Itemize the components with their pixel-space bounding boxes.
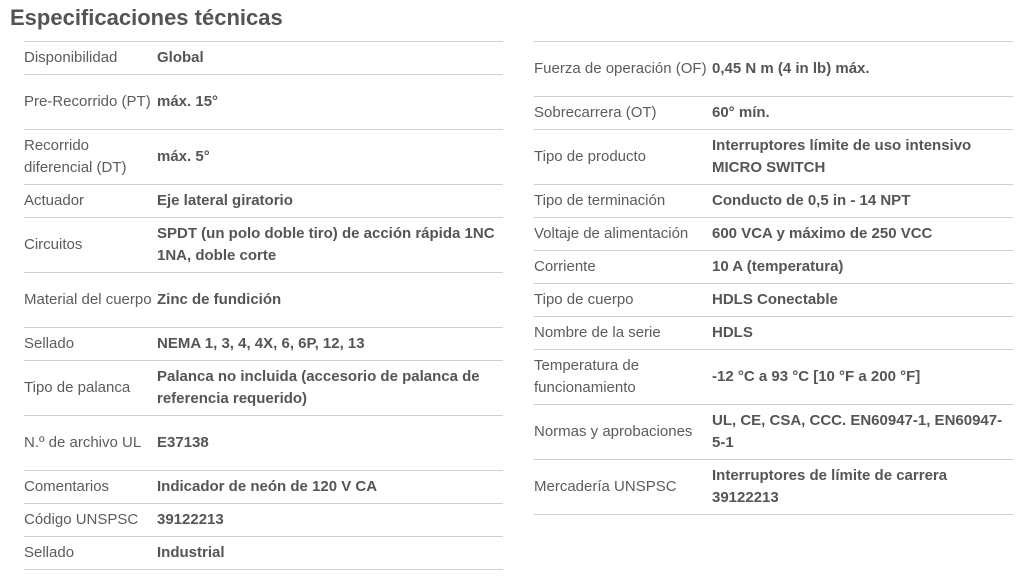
spec-label: Tipo de producto: [534, 148, 647, 165]
spec-row-temperatura: [534, 350, 1013, 405]
spec-label: Tipo de palanca: [24, 379, 131, 396]
spec-value: SPDT (un polo doble tiro) de acción rápida 1NC 1NA, doble corte: [157, 225, 495, 264]
spec-label: Sellado: [24, 335, 75, 352]
spec-value: Zinc de fundición: [157, 291, 282, 308]
spec-row-pre-recorrido: [24, 75, 503, 130]
spec-value: UL, CE, CSA, CCC. EN60947-1, EN60947-5-1: [712, 412, 1003, 451]
spec-row-tipo-terminacion: [534, 185, 1013, 218]
spec-value: HDLS: [712, 324, 753, 341]
spec-label: Temperatura de funcionamiento: [534, 357, 640, 396]
spec-label: N.º de archivo UL: [24, 434, 142, 451]
spec-value: Interruptores límite de uso intensivo MICRO SWITCH: [712, 137, 972, 176]
spec-row-voltaje: [534, 218, 1013, 251]
spec-value: Industrial: [157, 544, 225, 561]
spec-label: Sobrecarrera (OT): [534, 104, 657, 121]
spec-row-tipo-producto: [534, 130, 1013, 185]
section-title: Especificaciones técnicas: [10, 5, 283, 30]
spec-row-tipo-palanca: [24, 361, 503, 416]
specs-left-column: [24, 41, 503, 570]
spec-label: Disponibilidad: [24, 49, 118, 66]
spec-label: Normas y aprobaciones: [534, 423, 693, 440]
spec-value: 10 A (temperatura): [712, 258, 844, 275]
spec-label: Sellado: [24, 544, 75, 561]
spec-row-corriente: [534, 251, 1013, 284]
spec-label: Corriente: [534, 258, 596, 275]
spec-value: -12 °C a 93 °C [10 °F a 200 °F]: [712, 368, 921, 385]
spec-label: Actuador: [24, 192, 85, 209]
spec-value: NEMA 1, 3, 4, 4X, 6, 6P, 12, 13: [157, 335, 365, 352]
spec-label: Fuerza de operación (OF): [534, 60, 707, 77]
spec-label: Recorrido diferencial (DT): [24, 137, 127, 176]
spec-label: Comentarios: [24, 478, 110, 495]
spec-row-normas: [534, 405, 1013, 460]
spec-label: Tipo de cuerpo: [534, 291, 634, 308]
spec-row-actuador: [24, 185, 503, 218]
spec-row-codigo-unspsc: [24, 504, 503, 537]
spec-value: máx. 5°: [157, 148, 210, 165]
spec-row-sellado-2: [24, 537, 503, 570]
spec-label: Nombre de la serie: [534, 324, 661, 341]
spec-row-sobrecarrera: [534, 97, 1013, 130]
spec-row-comentarios: [24, 471, 503, 504]
spec-value: 0,45 N m (4 in lb) máx.: [712, 60, 870, 77]
spec-value: Global: [157, 49, 204, 66]
spec-label: Voltaje de alimentación: [534, 225, 689, 242]
spec-value: HDLS Conectable: [712, 291, 838, 308]
spec-value: Palanca no incluida (accesorio de palanca de referencia requerido): [157, 368, 480, 407]
spec-value: 60° mín.: [712, 104, 770, 121]
spec-row-fuerza-operacion: [534, 42, 1013, 97]
spec-row-material-cuerpo: [24, 273, 503, 328]
spec-label: Pre-Recorrido (PT): [24, 93, 151, 110]
spec-row-archivo-ul: [24, 416, 503, 471]
spec-value: Interruptores de límite de carrera 39122213: [712, 467, 948, 506]
spec-row-mercaderia-unspsc: [534, 460, 1013, 515]
specs-right-column: [534, 41, 1013, 515]
spec-row-disponibilidad: [24, 42, 503, 75]
spec-value: E37138: [157, 434, 209, 451]
spec-label: Circuitos: [24, 236, 83, 253]
spec-value: máx. 15°: [157, 93, 219, 110]
spec-row-sellado: [24, 328, 503, 361]
spec-value: Eje lateral giratorio: [157, 192, 293, 209]
spec-label: Tipo de terminación: [534, 192, 666, 209]
spec-value: 39122213: [157, 511, 224, 528]
spec-label: Código UNSPSC: [24, 511, 139, 528]
spec-label: Material del cuerpo: [24, 291, 152, 308]
spec-row-circuitos: [24, 218, 503, 273]
spec-value: Indicador de neón de 120 V CA: [157, 478, 378, 495]
spec-value: 600 VCA y máximo de 250 VCC: [712, 225, 933, 242]
spec-value: Conducto de 0,5 in - 14 NPT: [712, 192, 911, 209]
spec-row-nombre-serie: [534, 317, 1013, 350]
spec-label: Mercadería UNSPSC: [534, 478, 677, 495]
spec-row-tipo-cuerpo: [534, 284, 1013, 317]
spec-row-recorrido-diferencial: [24, 130, 503, 185]
